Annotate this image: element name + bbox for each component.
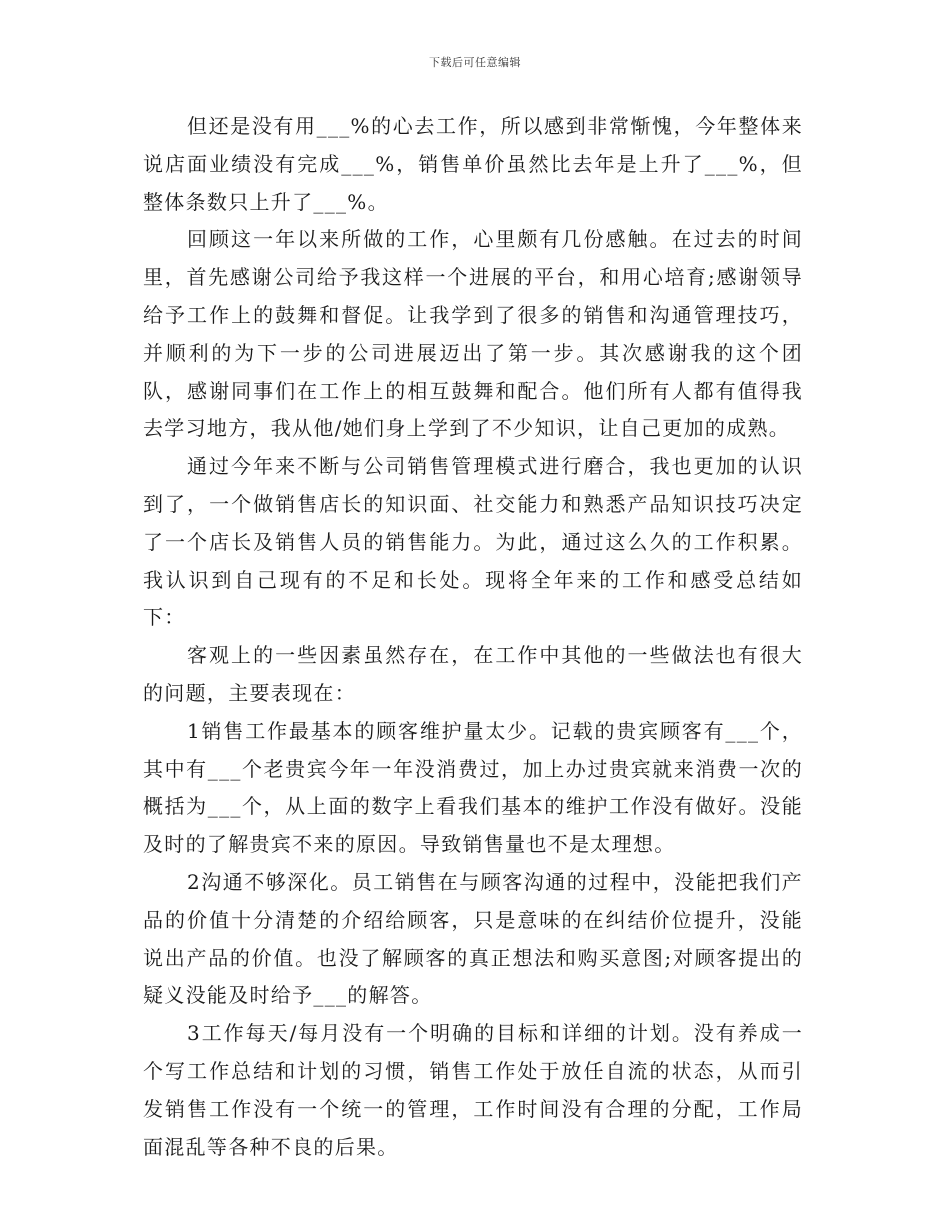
paragraph-7: 3工作每天/每月没有一个明确的目标和详细的计划。没有养成一个写工作总结和计划的习惯，销售工作处于放任自流的状态，从而引发销售工作没有一个统一的管理，工作时间没有合理的分配，工作局面混乱等各种不良的后果。 — [143, 1021, 803, 1159]
page-header: 下载后可任意编辑 — [429, 56, 521, 69]
paragraph-4: 客观上的一些因素虽然存在，在工作中其他的一些做法也有很大的问题，主要表现在： — [143, 643, 803, 705]
paragraph-5: 1销售工作最基本的顾客维护量太少。记载的贵宾顾客有___个，其中有___个老贵宾今年一年没消费过，加上办过贵宾就来消费一次的概括为___个，从上面的数字上看我们基本的维护工作没有做好。没能及时的了解贵宾不来的原因。导致销售量也不是太理想。 — [143, 718, 803, 857]
paragraph-1: 但还是没有用___%的心去工作，所以感到非常惭愧，今年整体来说店面业绩没有完成___%，销售单价虽然比去年是上升了___%，但整体条数只上升了___%。 — [143, 114, 803, 214]
paragraph-2: 回顾这一年以来所做的工作，心里颇有几份感触。在过去的时间里，首先感谢公司给予我这样一个进展的平台，和用心培育;感谢领导给予工作上的鼓舞和督促。让我学到了很多的销售和沟通管理技巧，并顺利的为下一步的公司进展迈出了第一步。其次感谢我的这个团队，感谢同事们在工作上的相互鼓舞和配合。他们所有人都有值得我去学习地方，我从他/她们身上学到了不少知识，让自己更加的成熟。 — [143, 227, 803, 441]
paragraph-3: 通过今年来不断与公司销售管理模式进行磨合，我也更加的认识到了，一个做销售店长的知识面、社交能力和熟悉产品知识技巧决定了一个店长及销售人员的销售能力。为此，通过这么久的工作积累。我认识到自己现有的不足和长处。现将全年来的工作和感受总结如下： — [143, 454, 803, 630]
document-body — [143, 108, 803, 1166]
paragraph-6: 2沟通不够深化。员工销售在与顾客沟通的过程中，没能把我们产品的价值十分清楚的介绍给顾客，只是意味的在纠结价位提升，没能说出产品的价值。也没了解顾客的真正想法和购买意图;对顾客提出的疑义没能及时给予___的解答。 — [143, 869, 803, 1008]
